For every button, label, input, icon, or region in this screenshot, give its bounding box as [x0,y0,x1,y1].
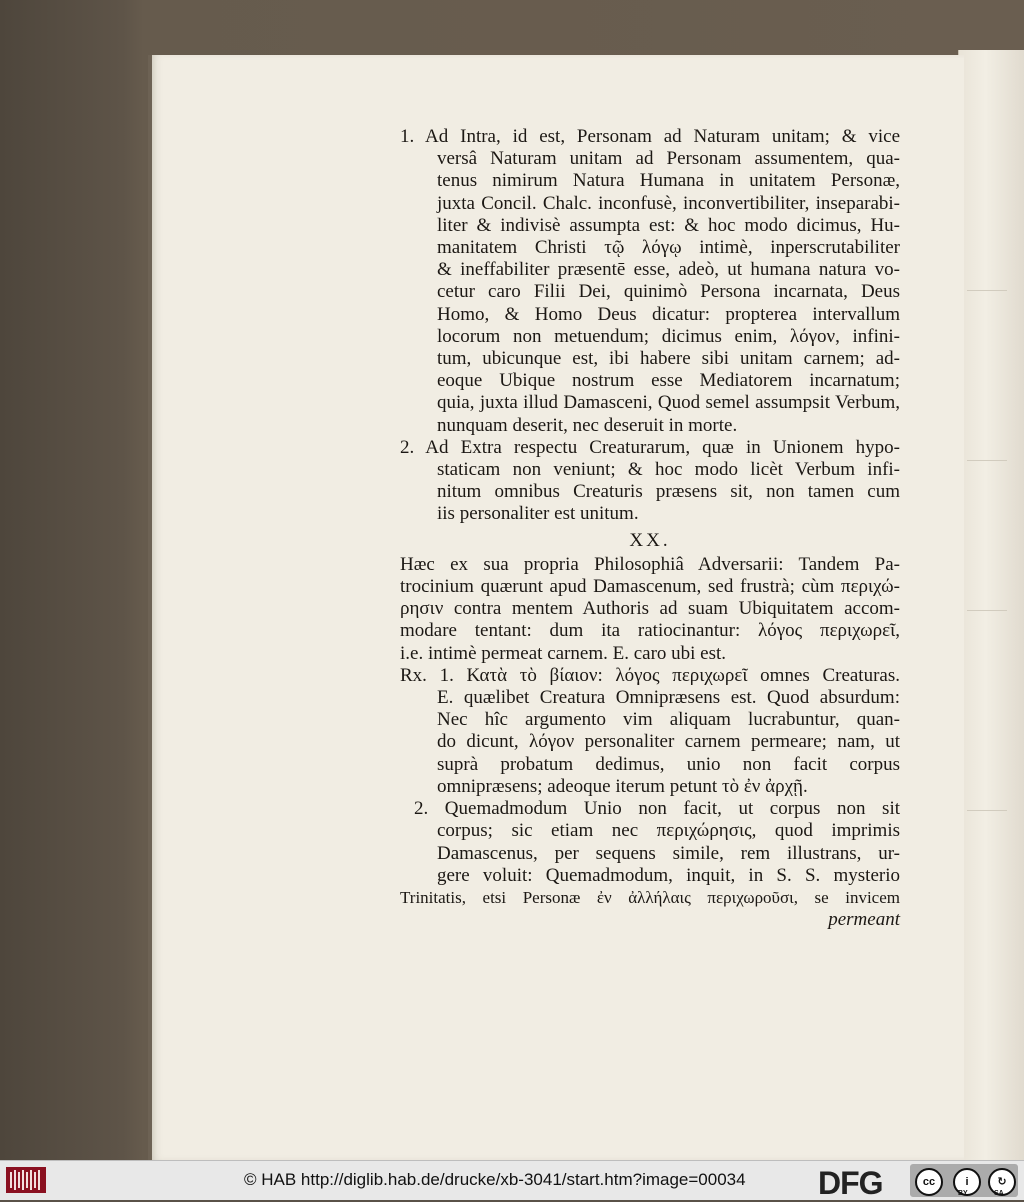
text-line: nitum omnibus Creaturis præsens sit, non tamen cum [437,481,900,503]
cc-by-label: BY [958,1190,968,1197]
text-line: versâ Naturam unitam ad Personam assumentem, qua- [437,148,900,170]
text-line: Trinitatis, etsi Personæ ἐν ἀλλήλαις περιχωροῦσι, se invicem [400,887,900,907]
text-line: manitatem Christi τῷ λόγῳ intimè, inperscrutabiliter [437,237,900,259]
cc-sa-label: SA [994,1190,1004,1197]
section-heading: XX. [629,529,671,551]
text-line: Damascenus, per sequens simile, rem illustrans, ur- [437,842,900,864]
cc-license-badge[interactable] [910,1164,1018,1197]
text-line: juxta Concil. Chalc. inconfusè, inconvertibiliter, inseparabi- [437,192,900,214]
text-line: cetur caro Filii Dei, quinimò Persona incarnata, Deus [437,281,900,303]
text-line: Rx. 1. Κατὰ τὸ βίαιον: λόγος περιχωρεῖ omnes Creaturas. [400,664,900,686]
text-line: 2. Ad Extra respectu Creaturarum, quæ in Unionem hypo- [400,436,900,458]
copyright-link[interactable]: © HAB http://diglib.hab.de/drucke/xb-3041/start.htm?image=00034 [244,1170,746,1189]
text-line: & ineffabiliter præsentē esse, adeò, ut humana natura vo- [437,259,900,281]
text-line: iis personaliter est unitum. [437,503,639,525]
text-line: Hæc ex sua propria Philosophiâ Adversarii: Tandem Pa- [400,553,900,575]
text-line: tum, ubicunque est, ibi habere sibi unitam carnem; ad- [437,348,900,370]
text-line: nunquam deserit, nec deseruit in morte. [437,414,738,436]
text-line: 2. Quemadmodum Unio non facit, ut corpus non sit [414,798,900,820]
text-line: Homo, & Homo Deus dicatur: propterea intervallum [437,303,900,325]
text-line: liter & indivisè assumpta est: & hoc modo dicimus, Hu- [437,214,900,236]
footer-bar [0,1160,1024,1200]
text-line: Nec hîc argumento vim aliquam lucrabuntur, quan- [437,709,900,731]
text-line: eoque Ubique nostrum esse Mediatorem incarnatum; [437,370,900,392]
text-line: modare tentant: dum ita ratiocinantur: λόγος περιχωρεῖ, [400,620,900,642]
text-line: locorum non metuendum; dicimus enim, λόγον, infini- [437,325,900,347]
text-line: 1. Ad Intra, id est, Personam ad Naturam unitam; & vice [400,126,900,147]
next-page-edge [958,50,1024,1160]
text-line: staticam non veniunt; & hoc modo licèt Verbum infi- [437,459,900,481]
text-line: tenus nimirum Natura Humana in unitatem Personæ, [437,170,900,192]
share-alike-icon: ↻ [988,1168,1016,1196]
text-line: i.e. intimè permeat carnem. E. caro ubi est. [400,642,727,664]
attribution-icon: i [953,1168,981,1196]
text-line: corpus; sic etiam nec περιχώρησις, quod imprimis [437,820,900,842]
text-line: quia, juxta illud Damasceni, Quod semel assumpsit Verbum, [437,392,900,414]
library-logo-icon [6,1167,46,1193]
text-line: gere voluit: Quemadmodum, inquit, in S. S. mysterio [437,864,900,886]
text-line: ρησιν contra mentem Authoris ad suam Ubiquitatem accom- [400,598,900,620]
text-line: suprà probatum dedimus, unio non facit corpus [437,753,900,775]
text-line: omnipræsens; adeoque iterum petunt τὸ ἐν ἀρχῇ. [437,775,808,797]
page-text [400,126,900,931]
cc-icon: cc [915,1168,943,1196]
text-line: trocinium quærunt apud Damascenum, sed frustrà; cùm περιχώ- [400,576,900,598]
text-line: E. quælibet Creatura Omnipræsens est. Quod absurdum: [437,687,900,709]
text-line: do dicunt, λόγον personaliter carnem permeare; nam, ut [437,731,900,753]
catchword: permeant [828,909,900,931]
dfg-logo: DFG [818,1165,883,1201]
